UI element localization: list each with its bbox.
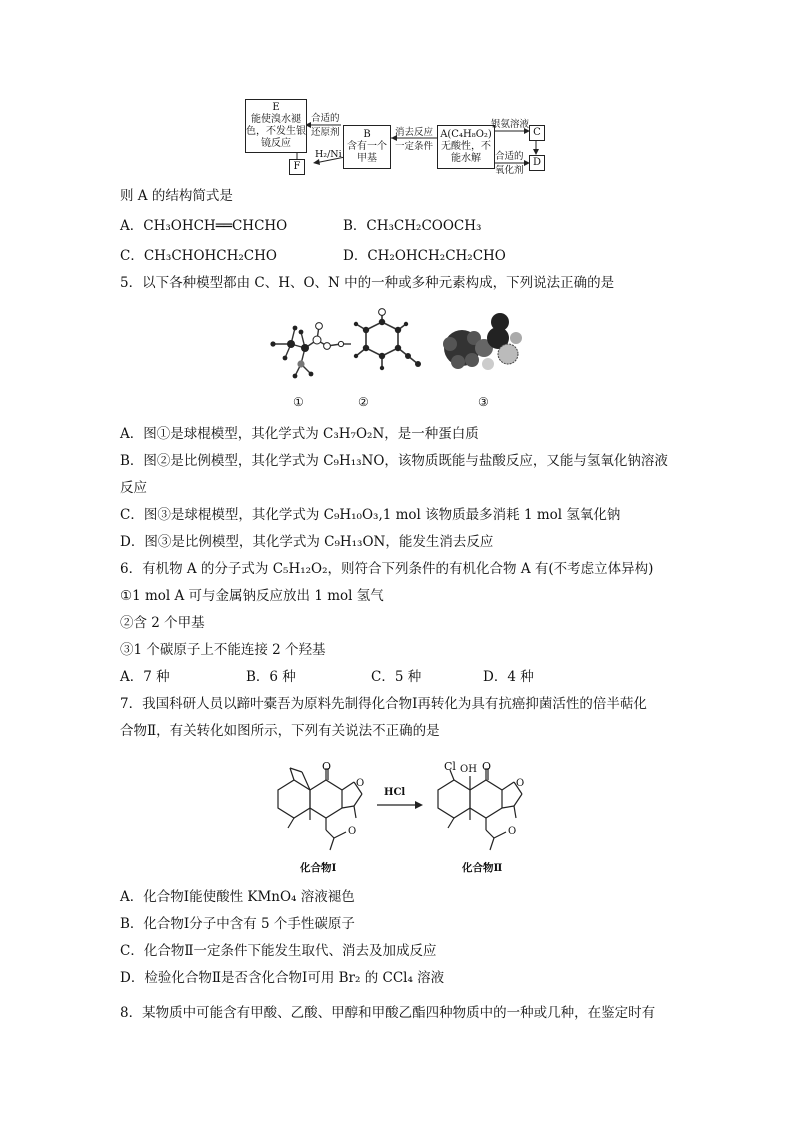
flow-B-desc: 含有一个甲基 xyxy=(347,141,387,164)
q6-condition-2: ②含 2 个甲基 xyxy=(120,615,205,631)
arrow-AB-bottom: 一定条件 xyxy=(395,141,434,152)
q7-stem-line1: 7．我国科研人员以蹄叶橐吾为原料先制得化合物Ⅰ再转化为具有抗癌抑菌活性的倍半萜化 xyxy=(120,696,647,712)
arrow-BF-label: H₂/Ni xyxy=(315,149,342,160)
compound-1-ester-o-label: O xyxy=(348,826,357,837)
compound-1-ring-o-label: O xyxy=(356,778,365,789)
compound-2-ester-o-label: O xyxy=(508,826,517,837)
q6-condition-1: ①1 mol A 可与金属钠反应放出 1 mol 氢气 xyxy=(120,588,384,604)
compound-2-cl-label: Cl xyxy=(444,760,456,773)
model-label-3: ③ xyxy=(478,395,489,409)
q4-prompt: 则 A 的结构简式是 xyxy=(120,188,233,204)
q8-stem: 8．某物质中可能含有甲酸、乙酸、甲醇和甲酸乙酯四种物质中的一种或几种，在鉴定时有 xyxy=(120,1005,656,1021)
q7-option-B: B．化合物Ⅰ分子中含有 5 个手性碳原子 xyxy=(120,916,355,932)
flow-box-B xyxy=(343,125,391,169)
q6-option-B: B．6 种 xyxy=(246,669,296,685)
flow-E-desc: 能使溴水褪色，不发生银镜反应 xyxy=(246,114,306,149)
flow-box-D xyxy=(529,155,545,171)
flow-A-letter: A(C₄H₈O₂) xyxy=(440,129,492,140)
q5-option-D: D．图③是比例模型，其化学式为 C₉H₁₃ON，能发生消去反应 xyxy=(120,534,494,550)
q7-option-C: C．化合物Ⅱ一定条件下能发生取代、消去及加成反应 xyxy=(120,943,437,959)
compound-2-oxygen-label: O xyxy=(482,760,492,773)
compound-2-caption: 化合物Ⅱ xyxy=(462,862,503,874)
arrow-AD-top: 合适的 xyxy=(495,151,524,162)
flow-box-F xyxy=(289,159,305,175)
compound-1-caption: 化合物Ⅰ xyxy=(300,862,337,874)
q6-condition-3: ③1 个碳原子上不能连接 2 个羟基 xyxy=(120,642,326,658)
space-filling-model-3 xyxy=(438,308,524,378)
q4-option-A: A．CH₃OHCH══CHCHO xyxy=(120,218,288,234)
compound-2-structure xyxy=(428,758,528,858)
arrow-AD-bottom: 氧化剂 xyxy=(495,165,524,176)
q7-stem-line2: 合物Ⅱ，有关转化如图所示，下列有关说法不正确的是 xyxy=(120,723,440,739)
compound-2-ring-o-label: O xyxy=(516,778,525,789)
q7-option-D: D．检验化合物Ⅱ是否含化合物Ⅰ可用 Br₂ 的 CCl₄ 溶液 xyxy=(120,970,445,986)
model-label-1: ① xyxy=(293,395,304,409)
flow-box-A xyxy=(437,125,495,169)
q7-option-A: A．化合物Ⅰ能使酸性 KMnO₄ 溶液褪色 xyxy=(120,889,355,905)
arrow-AB-top: 消去反应 xyxy=(395,127,434,138)
flow-A-desc: 无酸性，不能水解 xyxy=(441,141,491,164)
q5-option-B-line1: B．图②是比例模型，其化学式为 C₉H₁₃NO，该物质既能与盐酸反应，又能与氢氧化钠溶液 xyxy=(120,453,668,469)
flow-F-letter: F xyxy=(293,161,301,172)
flow-box-E xyxy=(245,99,307,153)
reaction-arrow xyxy=(375,800,425,810)
flow-D-letter: D xyxy=(532,157,542,168)
q5-stem: 5．以下各种模型都由 C、H、O、N 中的一种或多种元素构成，下列说法正确的是 xyxy=(120,275,615,291)
arrow-AC-label: 银氨溶液 xyxy=(491,119,530,130)
q6-option-A: A．7 种 xyxy=(120,669,170,685)
q4-option-D: D．CH₂OHCH₂CH₂CHO xyxy=(343,248,506,264)
model-label-2: ② xyxy=(358,395,369,409)
q4-option-B: B．CH₃CH₂COOCH₃ xyxy=(343,218,482,234)
ball-stick-model-2 xyxy=(342,308,422,378)
q5-option-A: A．图①是球棍模型，其化学式为 C₃H₇O₂N，是一种蛋白质 xyxy=(120,426,479,442)
q6-stem: 6．有机物 A 的分子式为 C₅H₁₂O₂，则符合下列条件的有机化合物 A 有(不考虑立体异构) xyxy=(120,561,654,577)
arrow-EB-bottom: 还原剂 xyxy=(311,127,340,138)
flow-B-letter: B xyxy=(363,129,371,140)
compound-1-oxygen-label: O xyxy=(322,760,332,773)
compound-2-oh-label: OH xyxy=(460,764,477,775)
q6-option-C: C．5 种 xyxy=(371,669,422,685)
flow-box-C xyxy=(529,125,545,141)
reagent-label: HCl xyxy=(384,787,406,798)
reaction-flow-diagram xyxy=(245,95,555,177)
flow-E-letter: E xyxy=(272,102,280,113)
q5-option-C: C．图③是球棍模型，其化学式为 C₉H₁₀O₃,1 mol 该物质最多消耗 1 mol 氢氧化钠 xyxy=(120,507,621,523)
q4-option-C: C．CH₃CHOHCH₂CHO xyxy=(120,248,277,264)
compound-1-structure xyxy=(268,758,368,858)
arrow-EB-top: 合适的 xyxy=(311,113,340,124)
q5-option-B-line2: 反应 xyxy=(120,480,147,496)
flow-C-letter: C xyxy=(533,127,541,138)
q6-option-D: D．4 种 xyxy=(483,669,534,685)
